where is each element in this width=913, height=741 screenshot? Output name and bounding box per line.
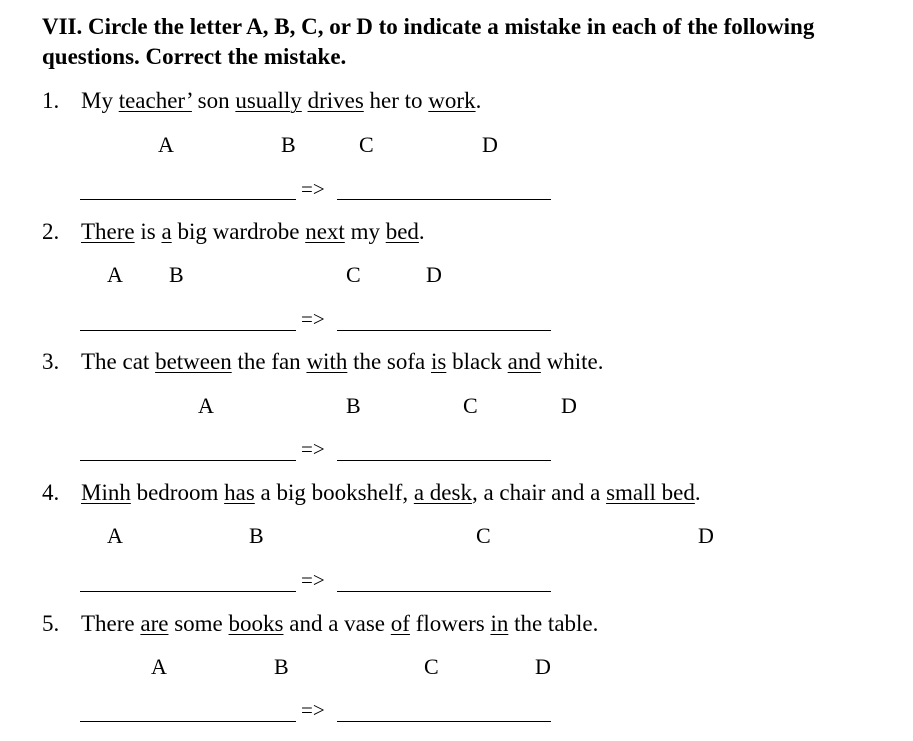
sentence-text: is	[134, 219, 162, 244]
option-letter-d[interactable]: D	[535, 654, 551, 679]
mistake-answer-blank[interactable]	[80, 199, 296, 200]
option-letter-a[interactable]: A	[107, 262, 123, 287]
question-number: 5.	[42, 611, 60, 636]
exercise-heading: VII. Circle the letter A, B, C, or D to indicate a mistake in each of the following questions. Correct the mistake.	[42, 14, 815, 69]
arrow-symbol: =>	[301, 568, 325, 592]
underlined-option-text: books	[228, 611, 284, 636]
sentence-text: my	[344, 219, 386, 244]
option-letter-d[interactable]: D	[426, 262, 442, 287]
underlined-option-text: a	[161, 219, 172, 244]
question-number: 3.	[42, 349, 60, 374]
correction-answer-blank[interactable]	[337, 330, 551, 331]
question-sentence	[81, 86, 481, 116]
correction-answer-blank[interactable]	[337, 460, 551, 461]
option-letter-d[interactable]: D	[561, 393, 577, 418]
underlined-option-text: drives	[307, 88, 364, 113]
correction-answer-blank[interactable]	[337, 199, 551, 200]
sentence-text: .	[694, 480, 701, 505]
option-letter-c[interactable]: C	[424, 654, 439, 679]
question-sentence	[81, 217, 425, 247]
mistake-answer-blank[interactable]	[80, 460, 296, 461]
sentence-text: the table.	[508, 611, 599, 636]
underlined-option-text: Minh	[81, 480, 131, 505]
underlined-option-text: small bed	[606, 480, 695, 505]
underlined-option-text: between	[155, 349, 232, 374]
underlined-option-text: a desk	[413, 480, 472, 505]
question-number: 1.	[42, 88, 60, 113]
option-letter-c[interactable]: C	[359, 132, 374, 157]
sentence-text: a big bookshelf,	[254, 480, 414, 505]
option-letter-a[interactable]: A	[158, 132, 174, 157]
sentence-text: flowers	[409, 611, 491, 636]
mistake-answer-blank[interactable]	[80, 330, 296, 331]
underlined-option-text: with	[306, 349, 348, 374]
sentence-text: white.	[540, 349, 604, 374]
option-letter-c[interactable]: C	[346, 262, 361, 287]
underlined-option-text: of	[390, 611, 410, 636]
mistake-answer-blank[interactable]	[80, 721, 296, 722]
option-letter-a[interactable]: A	[198, 393, 214, 418]
option-letter-a[interactable]: A	[107, 523, 123, 548]
underlined-option-text: teacher’	[118, 88, 192, 113]
underlined-option-text: next	[305, 219, 345, 244]
underlined-option-text: work	[428, 88, 476, 113]
sentence-text: , a chair and a	[471, 480, 607, 505]
underlined-option-text: in	[490, 611, 509, 636]
question-sentence	[81, 347, 603, 377]
underlined-option-text: has	[224, 480, 255, 505]
option-letter-b[interactable]: B	[274, 654, 289, 679]
option-letter-c[interactable]: C	[476, 523, 491, 548]
arrow-symbol: =>	[301, 698, 325, 722]
sentence-text: some	[168, 611, 229, 636]
mistake-answer-blank[interactable]	[80, 591, 296, 592]
option-letter-b[interactable]: B	[249, 523, 264, 548]
sentence-text: big wardrobe	[171, 219, 306, 244]
sentence-text: .	[418, 219, 425, 244]
question-number: 4.	[42, 480, 60, 505]
sentence-text: .	[475, 88, 482, 113]
sentence-text: There	[81, 611, 141, 636]
underlined-option-text: bed	[385, 219, 419, 244]
option-letter-b[interactable]: B	[169, 262, 184, 287]
option-letter-b[interactable]: B	[281, 132, 296, 157]
underlined-option-text: are	[140, 611, 169, 636]
sentence-text: The cat	[81, 349, 156, 374]
correction-answer-blank[interactable]	[337, 591, 551, 592]
sentence-text: the fan	[231, 349, 307, 374]
option-letter-d[interactable]: D	[698, 523, 714, 548]
sentence-text: her to	[363, 88, 429, 113]
sentence-text: and a vase	[283, 611, 391, 636]
arrow-symbol: =>	[301, 437, 325, 461]
sentence-text: son	[191, 88, 236, 113]
sentence-text: black	[446, 349, 508, 374]
arrow-symbol: =>	[301, 307, 325, 331]
underlined-option-text: usually	[235, 88, 302, 113]
question-sentence	[81, 609, 598, 639]
underlined-option-text: is	[431, 349, 447, 374]
option-letter-d[interactable]: D	[482, 132, 498, 157]
correction-answer-blank[interactable]	[337, 721, 551, 722]
arrow-symbol: =>	[301, 177, 325, 201]
underlined-option-text: There	[81, 219, 135, 244]
option-letter-a[interactable]: A	[151, 654, 167, 679]
question-sentence	[81, 478, 701, 508]
sentence-text: the sofa	[347, 349, 431, 374]
sentence-text: My	[81, 88, 119, 113]
option-letter-b[interactable]: B	[346, 393, 361, 418]
question-number: 2.	[42, 219, 60, 244]
option-letter-c[interactable]: C	[463, 393, 478, 418]
sentence-text: bedroom	[130, 480, 225, 505]
underlined-option-text: and	[507, 349, 541, 374]
